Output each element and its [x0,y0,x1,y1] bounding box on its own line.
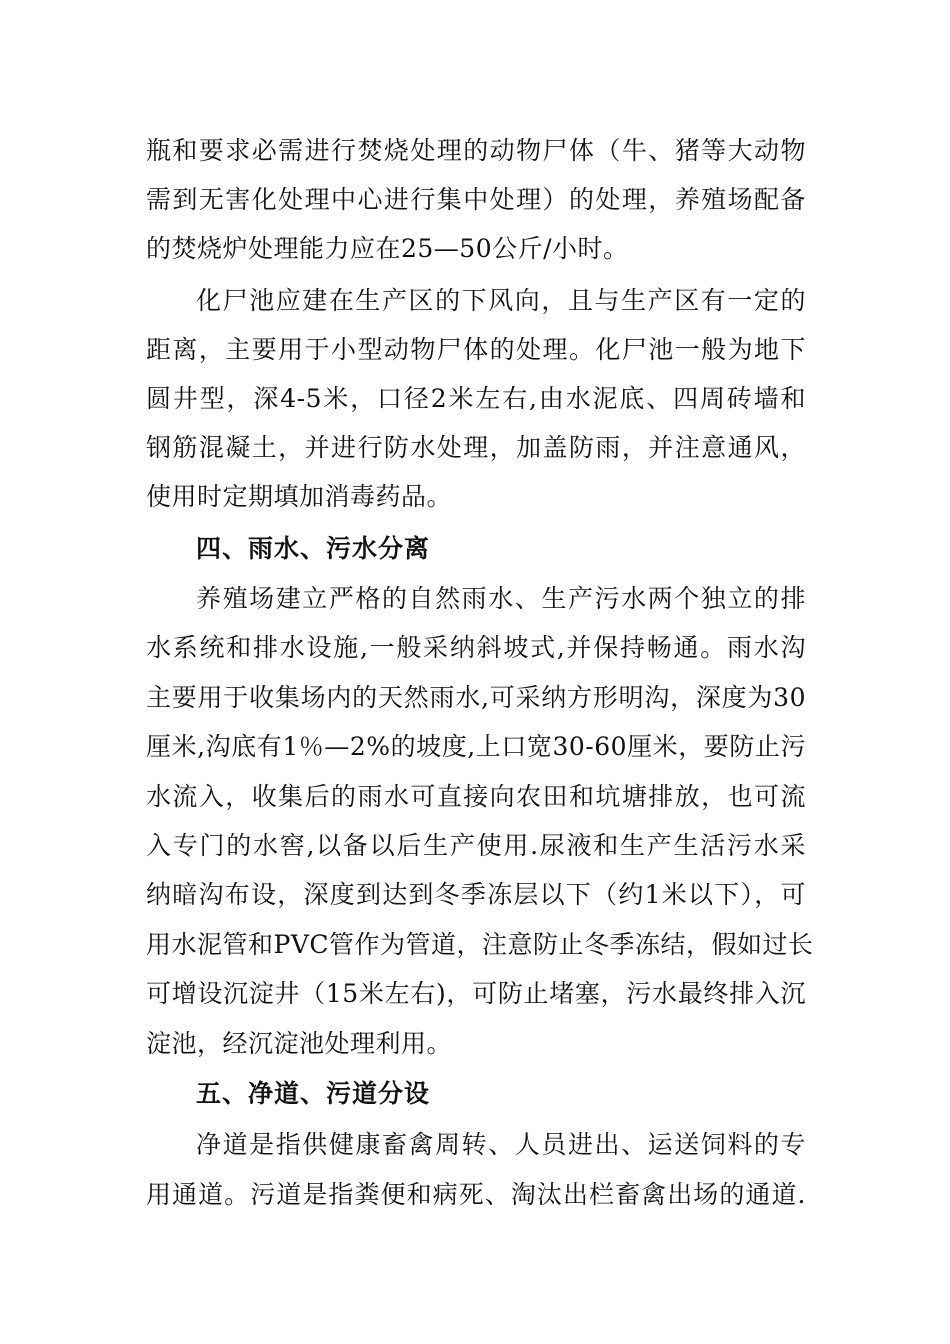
paragraph-2-line-1: 化尸池应建在生产区的下风向，且与生产区有一定的 [196,286,806,315]
section-4-heading: 四、雨水、污水分离 [196,534,431,563]
section-5-line-1: 净道是指供健康畜禽周转、人员进出、运送饲料的专 [196,1130,806,1159]
section-4-line-8: 用水泥管和PVC管作为管道，注意防止冬季冻结，假如过长 [146,930,814,959]
paragraph-1-line-3: 的焚烧炉处理能力应在25—50公斤/小时。 [146,234,629,263]
paragraph-2-line-5: 使用时定期填加消毒药品。 [146,482,453,511]
section-5-heading: 五、净道、污道分设 [196,1079,431,1108]
paragraph-1-line-2: 需到无害化处理中心进行集中处理）的处理，养殖场配备 [146,185,806,214]
section-4-line-10: 淀池，经沉淀池处理利用。 [146,1029,453,1058]
paragraph-2-line-3: 圆井型，深4-5米，口径2米左右,由水泥底、四周砖墙和 [146,384,806,413]
section-4-line-7: 纳暗沟布设，深度到达到冬季冻层以下（约1米以下），可 [146,880,806,909]
section-4-line-4: 厘米,沟底有1％—2%的坡度,上口宽30-60厘米，要防止污 [146,732,806,761]
section-5-line-2: 用通道。污道是指粪便和病死、淘汰出栏畜禽出场的通道. [146,1180,806,1209]
section-4-line-5: 水流入，收集后的雨水可直接向农田和坑塘排放，也可流 [146,782,806,811]
section-4-line-9: 可增设沉淀井（15米左右)，可防止堵塞，污水最终排入沉 [146,979,806,1008]
section-4-line-6: 入专门的水窖,以备以后生产使用.尿液和生产生活污水采 [146,831,806,860]
section-4-line-3: 主要用于收集场内的天然雨水,可采纳方形明沟，深度为30 [146,683,806,712]
paragraph-1-line-1: 瓶和要求必需进行焚烧处理的动物尸体（牛、猪等大动物 [146,136,806,165]
paragraph-2-line-2: 距离，主要用于小型动物尸体的处理。化尸池一般为地下 [146,335,806,364]
section-4-line-2: 水系统和排水设施,一般采纳斜坡式,并保持畅通。雨水沟 [146,633,806,662]
section-4-line-1: 养殖场建立严格的自然雨水、生产污水两个独立的排 [196,584,806,613]
paragraph-2-line-4: 钢筋混凝土，并进行防水处理，加盖防雨，并注意通风， [146,433,806,462]
